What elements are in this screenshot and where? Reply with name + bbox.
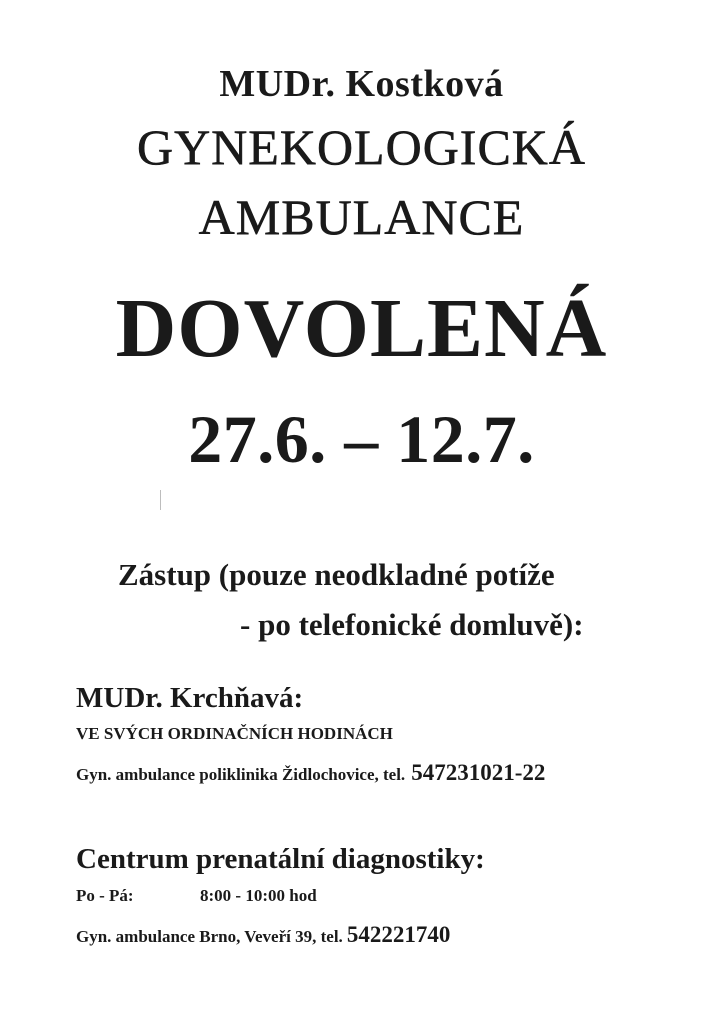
substitute-clinic-line <box>76 760 545 786</box>
substitute-clinic: Gyn. ambulance poliklinika Židlochovice, tel. <box>76 765 406 784</box>
title-line-1: GYNEKOLOGICKÁ <box>136 119 587 175</box>
centre-phone: 542221740 <box>346 922 451 947</box>
title-line-2: AMBULANCE <box>198 189 525 245</box>
substitute-doctor-name: MUDr. Krchňavá: <box>76 682 304 714</box>
substitution-intro-line-2: - po telefonické domluvě): <box>240 607 584 642</box>
centre-time: 8:00 - 10:00 hod <box>200 886 317 905</box>
centre-days: Po - Pá: <box>76 886 134 905</box>
centre-clinic: Gyn. ambulance Brno, Veveří 39, tel. <box>76 927 343 946</box>
scan-mark <box>160 490 161 510</box>
substitute-hours-note: VE SVÝCH ORDINAČNÍCH HODINÁCH <box>76 724 393 743</box>
headline: DOVOLENÁ <box>115 282 608 375</box>
doctor-name: MUDr. Kostková <box>219 63 504 105</box>
vacation-dates: 27.6. – 12.7. <box>188 401 535 477</box>
centre-clinic-line <box>76 922 450 948</box>
centre-name: Centrum prenatální diagnostiky: <box>76 843 485 875</box>
substitute-phone: 547231021-22 <box>411 760 546 785</box>
substitution-intro-line-1: Zástup (pouze neodkladné potíže <box>118 557 555 592</box>
